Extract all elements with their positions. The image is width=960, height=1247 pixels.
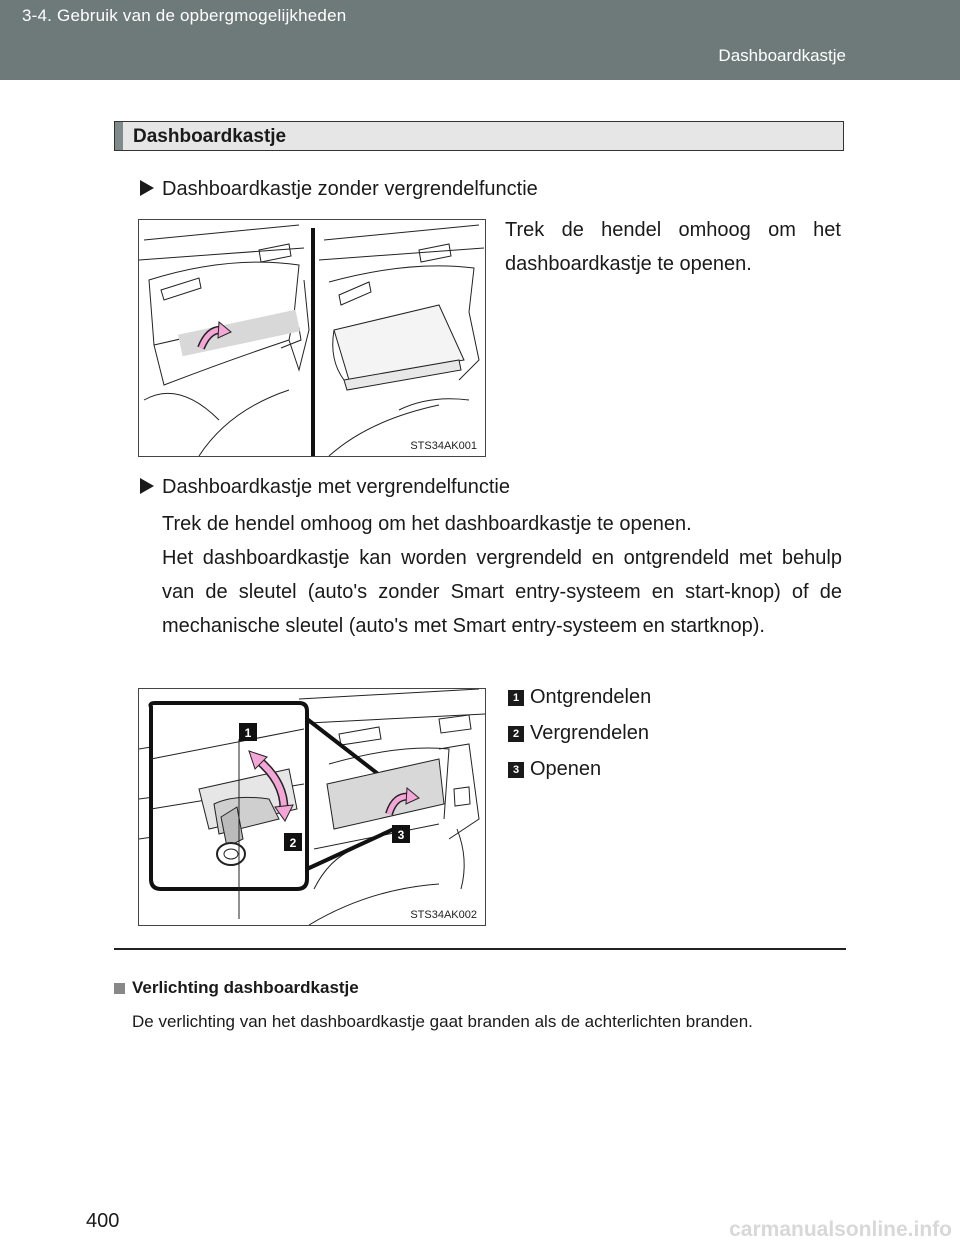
figure-code: STS34AK002 — [410, 909, 477, 921]
legend-item-unlock — [508, 686, 651, 709]
number-badge: 3 — [508, 762, 524, 778]
note-title — [114, 978, 359, 998]
legend-label: Vergrendelen — [530, 722, 649, 744]
section-header-title: Dashboardkastje — [718, 46, 846, 65]
figure-glovebox-with-lock — [138, 688, 486, 926]
chapter-title: 3-4. Gebruik van de opbergmogelijkheden — [22, 6, 347, 25]
item2-heading-text: Dashboardkastje met vergrendelfunctie — [162, 476, 510, 498]
number-badge: 1 — [508, 690, 524, 706]
callout-1: 1 — [244, 726, 252, 740]
legend-label: Ontgrendelen — [530, 686, 652, 708]
item2-text1: Trek de hendel omhoog om het dashboardkastje te openen. — [162, 513, 692, 535]
glovebox-lock-illustration — [139, 689, 485, 925]
triangle-bullet-icon — [140, 180, 154, 196]
callout-2: 2 — [289, 836, 297, 850]
square-bullet-icon — [114, 983, 125, 994]
watermark: carmanualsonline.info — [729, 1218, 952, 1241]
legend-item-lock — [508, 722, 649, 745]
item1-text: Trek de hendel omhoog om het dashboardkastje te openen. — [505, 219, 841, 275]
figure-glovebox-no-lock — [138, 219, 486, 457]
legend-label: Openen — [530, 758, 602, 780]
note-title-text: Verlichting dashboardkastje — [132, 978, 359, 997]
horizontal-rule — [114, 948, 846, 950]
item2-text2: Het dashboardkastje kan worden vergrendeld en ontgrendeld met behulp van de sleutel (auto's zonder Smart entry-systeem en start-knop) of de mechanische sleutel (auto's met Smart entry-systeem en startknop). — [162, 547, 842, 637]
triangle-bullet-icon — [140, 478, 154, 494]
legend-item-open — [508, 758, 601, 781]
item1-heading — [140, 178, 538, 201]
section-title: Dashboardkastje — [133, 126, 287, 147]
page-number: 400 — [86, 1210, 120, 1232]
callout-3: 3 — [397, 828, 405, 842]
section-title-box — [114, 121, 844, 151]
figure-code: STS34AK001 — [410, 440, 477, 452]
section-title-bar — [115, 122, 123, 150]
glovebox-open-illustration — [139, 220, 485, 456]
item2-heading — [140, 476, 510, 499]
page-header — [0, 0, 960, 80]
item1-heading-text: Dashboardkastje zonder vergrendelfunctie — [162, 178, 538, 200]
divider-line — [311, 228, 315, 456]
number-badge: 2 — [508, 726, 524, 742]
note-text: De verlichting van het dashboardkastje gaat branden als de achterlichten branden. — [132, 1012, 753, 1031]
